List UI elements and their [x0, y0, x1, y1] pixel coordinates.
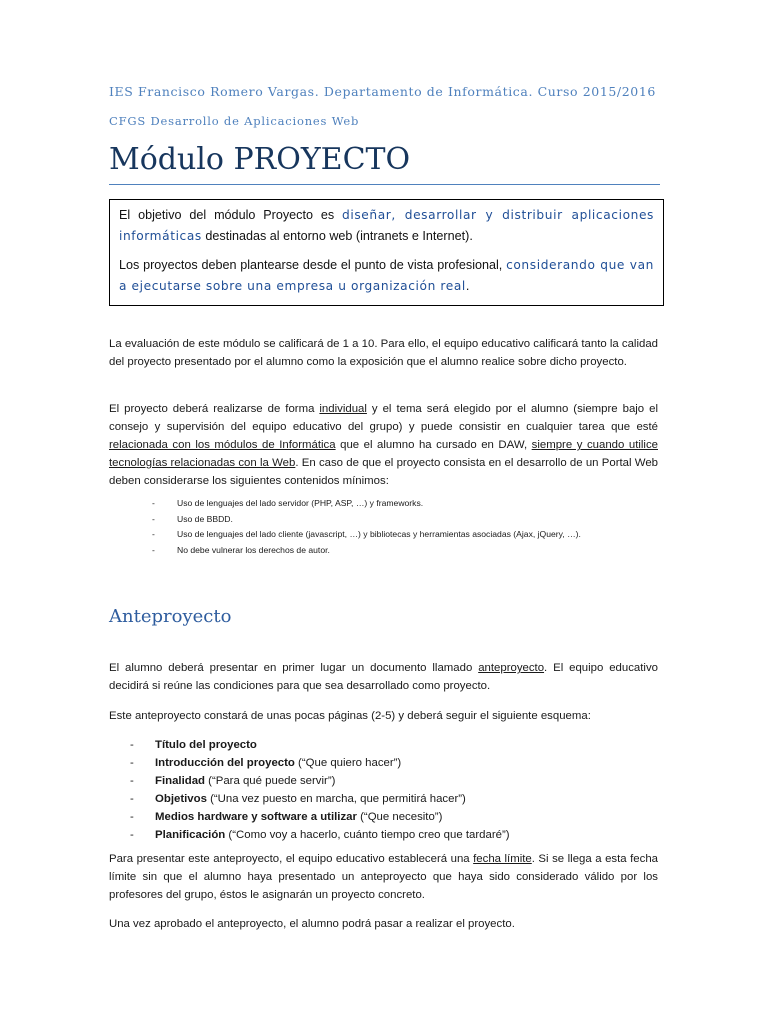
project-underline-individual: individual: [319, 403, 367, 415]
list-item: [130, 790, 510, 808]
project-text-2: y el tema será elegido por el alumno (siempre bajo el consejo y supervisión del equipo educativo del grupo) y puede consistir en cualquier tarea que esté: [109, 403, 658, 433]
anteproyecto-text-1: El alumno deberá presentar en primer lugar un documento llamado: [109, 662, 479, 674]
bullet: -: [152, 529, 155, 539]
list-item-title: Finalidad: [155, 775, 205, 787]
professional-text-end: .: [465, 279, 470, 293]
project-text-1: El proyecto deberá realizarse de forma: [109, 403, 320, 415]
list-item-title: Planificación: [155, 829, 226, 841]
bullet: -: [130, 775, 134, 787]
anteproyecto-scheme-intro: Este anteproyecto constará de unas pocas páginas (2-5) y deberá seguir el siguiente esquema:: [109, 710, 591, 722]
bullet: -: [130, 757, 134, 769]
anteproyecto-paragraph-1: [109, 659, 658, 695]
anteproyecto-underline: anteproyecto: [478, 662, 545, 674]
approval-text: Una vez aprobado el anteproyecto, el alumno podrá pasar a realizar el proyecto.: [109, 918, 515, 930]
bullet: -: [130, 811, 134, 823]
list-item-text: Uso de BBDD.: [177, 513, 233, 524]
project-underline-web: siempre y cuando utilice tecnologías relacionadas con la Web: [109, 439, 658, 469]
professional-paragraph: [119, 255, 654, 297]
project-paragraph: [109, 400, 658, 490]
header-institution: IES Francisco Romero Vargas. Departamento de Informática. Curso 2015/2016: [109, 84, 656, 99]
objective-text: El objetivo del módulo Proyecto es: [119, 208, 343, 222]
professional-highlight: considerando que van a ejecutarse sobre una empresa u organización real: [119, 258, 654, 293]
bullet: -: [152, 513, 155, 524]
anteproyecto-scheme-list: [130, 736, 510, 844]
page-title: Módulo PROYECTO: [109, 142, 411, 177]
list-item: [152, 543, 581, 559]
list-item-note: (“Como voy a hacerlo, cuánto tiempo creo que tardaré”): [225, 829, 510, 841]
evaluation-text: La evaluación de este módulo se calificará de 1 a 10. Para ello, el equipo educativo calificará tanto la calidad del proyecto presentado por el alumno como la exposición que el alumno realice sobre dicho proyecto.: [109, 338, 658, 368]
list-item-text: No debe vulnerar los derechos de autor.: [177, 544, 330, 555]
list-item: [130, 754, 510, 772]
anteproyecto-text-2: . El equipo educativo decidirá si reúne las condiciones para que sea desarrollado como proyecto.: [109, 662, 658, 692]
list-item: [130, 736, 510, 754]
list-item-text: Uso de lenguajes del lado cliente (javascript, …) y bibliotecas y herramientas asociadas (Ajax, jQuery, …).: [177, 529, 581, 539]
list-item: [130, 772, 510, 790]
list-item-note: (“Que quiero hacer”): [294, 757, 402, 769]
anteproyecto-paragraph-3: [109, 850, 658, 904]
bullet: -: [130, 829, 134, 841]
deadline-text-1: Para presentar este anteproyecto, el equipo educativo establecerá una: [109, 853, 474, 865]
anteproyecto-paragraph-2: [109, 707, 658, 725]
list-item: [152, 496, 581, 512]
professional-text: Los proyectos deben plantearse desde el punto de vista profesional,: [119, 258, 507, 272]
objective-highlight: diseñar, desarrollar y distribuir aplicaciones informáticas: [119, 208, 654, 243]
list-item: [130, 808, 510, 826]
project-text-4: . En caso de que el proyecto consista en el desarrollo de un Portal Web deben considerarse los siguientes contenidos mínimos:: [109, 457, 658, 487]
deadline-underline: fecha límite: [473, 853, 532, 865]
bullet: -: [152, 498, 155, 508]
list-item: [152, 527, 581, 543]
list-item: [152, 512, 581, 528]
bullet: -: [130, 793, 134, 805]
bullet: -: [130, 739, 134, 751]
header-course: CFGS Desarrollo de Aplicaciones Web: [109, 114, 360, 128]
deadline-text-2: . Si se llega a esta fecha límite sin que el alumno haya presentado un anteproyecto que haya sido considerado válido por los profesores del grupo, éstos le asignarán un proyecto concreto.: [109, 853, 658, 901]
list-item-title: Objetivos: [155, 793, 207, 805]
list-item-title: Introducción del proyecto: [155, 757, 295, 769]
bullet: -: [152, 544, 155, 555]
objective-paragraph: [119, 205, 654, 247]
list-item-note: (“Para qué puede servir”): [205, 775, 336, 787]
list-item-note: (“Que necesito”): [356, 811, 443, 823]
objective-text-end: destinadas al entorno web (intranets e Internet).: [201, 229, 473, 243]
list-item-title: Título del proyecto: [155, 739, 257, 751]
list-item-text: Uso de lenguajes del lado servidor (PHP, ASP, …) y frameworks.: [177, 498, 424, 508]
anteproyecto-paragraph-4: [109, 915, 658, 933]
list-item-title: Medios hardware y software a utilizar: [155, 811, 357, 823]
evaluation-paragraph: [109, 335, 658, 371]
section-heading-anteproyecto: Anteproyecto: [109, 606, 232, 627]
project-text-3: que el alumno ha cursado en DAW,: [335, 439, 532, 451]
project-underline-modules: relacionada con los módulos de Informática: [109, 439, 336, 451]
minimum-contents-list: [152, 496, 581, 558]
title-divider: [109, 184, 660, 185]
objective-box: [109, 199, 664, 306]
list-item-note: (“Una vez puesto en marcha, que permitirá hacer”): [206, 793, 466, 805]
list-item: [130, 826, 510, 844]
